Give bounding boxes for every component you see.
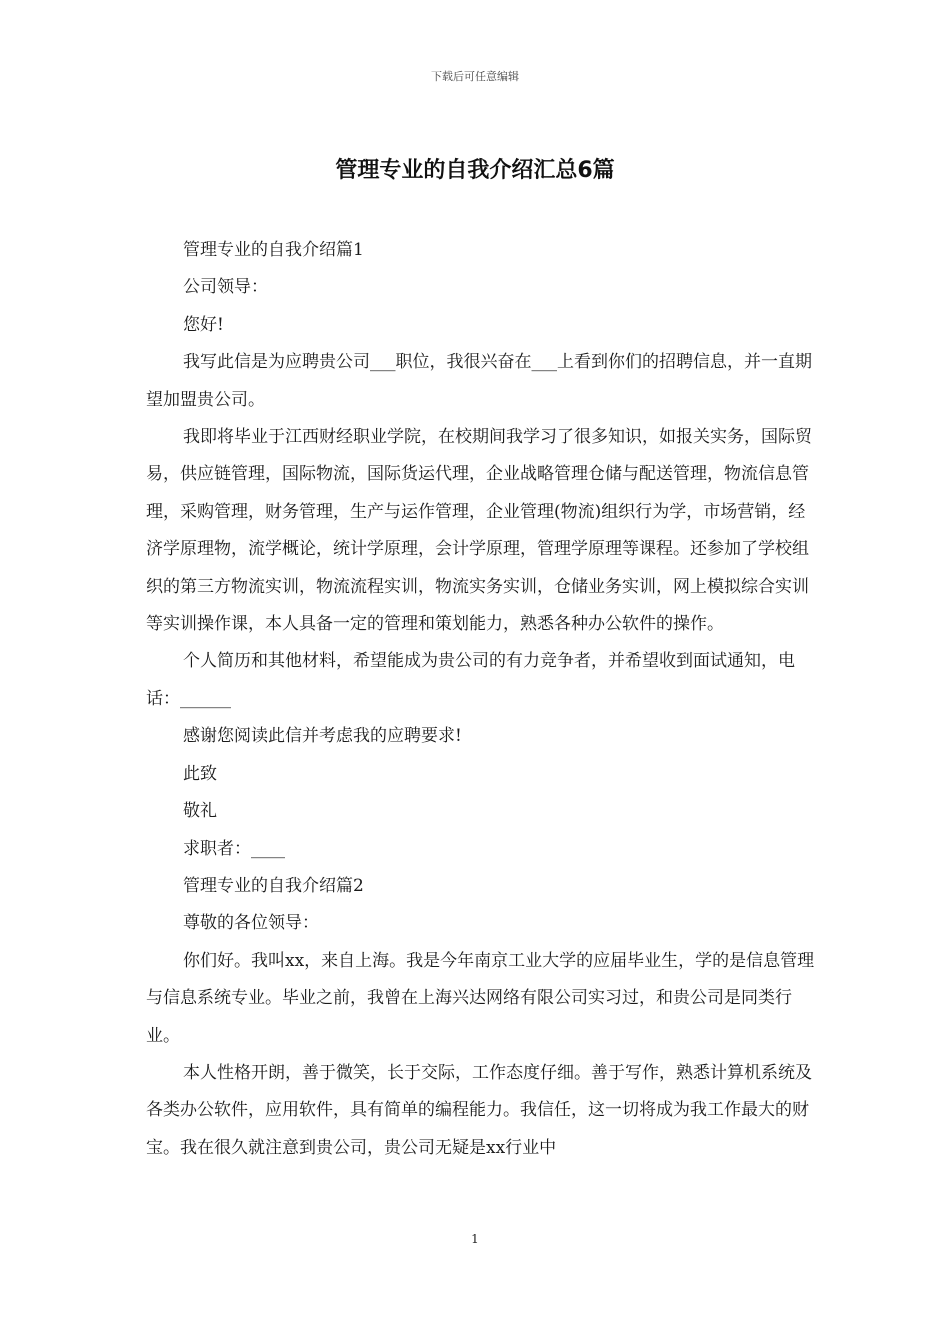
closing-line: 此致 xyxy=(183,763,217,784)
section-heading: 管理专业的自我介绍篇2 xyxy=(183,875,364,896)
header-note: 下载后可任意编辑 xyxy=(431,70,519,83)
body-paragraph: 个人简历和其他材料，希望能成为贵公司的有力竞争者，并希望收到面试通知，电话：______ xyxy=(146,651,795,709)
page-number: 1 xyxy=(471,1232,479,1246)
salutation: 公司领导： xyxy=(183,277,268,298)
signature-line: 求职者：____ xyxy=(183,838,285,859)
document-title: 管理专业的自我介绍汇总6篇 xyxy=(335,158,615,183)
section-heading: 管理专业的自我介绍篇1 xyxy=(183,240,364,260)
greeting: 您好! xyxy=(183,314,224,335)
salutation: 尊敬的各位领导： xyxy=(183,913,319,934)
body-paragraph: 我写此信是为应聘贵公司___职位，我很兴奋在___上看到你们的招聘信息，并一直期望加盟贵公司。 xyxy=(146,352,812,410)
body-paragraph: 本人性格开朗，善于微笑，长于交际，工作态度仔细。善于写作，熟悉计算机系统及各类办公软件，应用软件，具有简单的编程能力。我信任，这一切将成为我工作最大的财宝。我在很久就注意到贵公司，贵公司无疑是xx行业中 xyxy=(146,1062,812,1158)
body-paragraph: 我即将毕业于江西财经职业学院，在校期间我学习了很多知识，如报关实务，国际贸易，供应链管理，国际物流，国际货运代理，企业战略管理仓储与配送管理，物流信息管理，采购管理，财务管理，生产与运作管理，企业管理(物流)组织行为学，市场营销，经济学原理物，流学概论，统计学原理，会计学原理，管理学原理等课程。还参加了学校组织的第三方物流实训，物流流程实训，物流实务实训，仓储业务实训，网上模拟综合实训等实训操作课，本人具备一定的管理和策划能力，熟悉各种办公软件的操作。 xyxy=(146,427,812,635)
body-paragraph: 你们好。我叫xx，来自上海。我是今年南京工业大学的应届毕业生，学的是信息管理与信息系统专业。毕业之前，我曾在上海兴达网络有限公司实习过，和贵公司是同类行业。 xyxy=(146,950,815,1046)
closing-line: 敬礼 xyxy=(183,801,217,822)
document-body xyxy=(146,232,816,1167)
body-paragraph: 感谢您阅读此信并考虑我的应聘要求! xyxy=(183,726,462,747)
